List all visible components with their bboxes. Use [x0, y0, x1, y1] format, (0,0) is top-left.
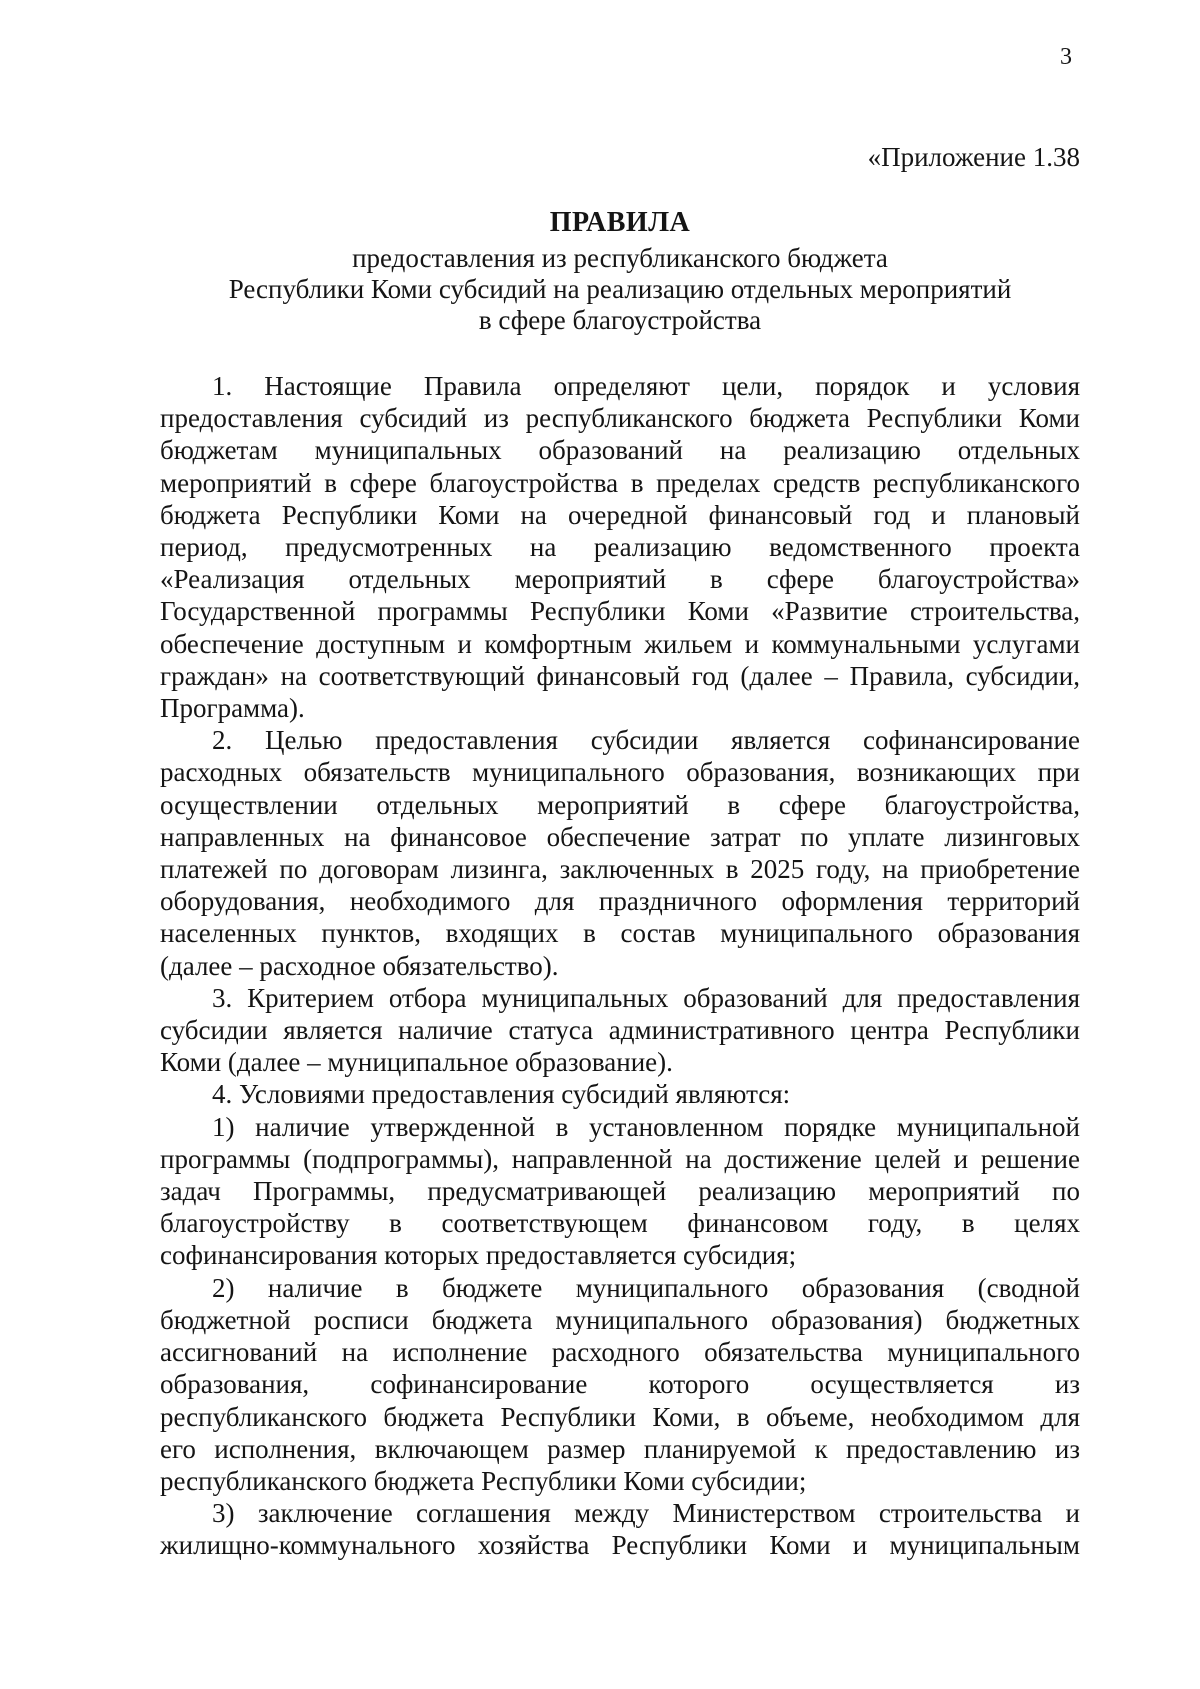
paragraph-line: бюджета Республики Коми на очередной финансовый год и плановый	[160, 499, 1080, 530]
paragraph	[160, 1272, 1080, 1497]
paragraph-line: ассигнований на исполнение расходного обязательства муниципального	[160, 1337, 1080, 1368]
paragraph-line: республиканского бюджета Республики Коми, в объеме, необходимом для	[160, 1401, 1080, 1432]
paragraph-line: оборудования, необходимого для праздничного оформления территорий	[160, 886, 1080, 917]
title-block	[160, 203, 1080, 336]
paragraph-line: граждан» на соответствующий финансовый год (далее – Правила, субсидии,	[160, 660, 1080, 691]
paragraph-line: жилищно-коммунального хозяйства Республики Коми и муниципальным	[160, 1530, 1080, 1561]
paragraph-line: бюджетной росписи бюджета муниципального образования) бюджетных	[160, 1304, 1080, 1335]
paragraph-line: задач Программы, предусматривающей реализацию мероприятий по	[160, 1176, 1080, 1207]
paragraph-line: осуществлении отдельных мероприятий в сфере благоустройства,	[160, 789, 1080, 820]
paragraph	[160, 1078, 1080, 1110]
paragraph-line: софинансирования которых предоставляется субсидия;	[160, 1240, 797, 1271]
paragraph	[160, 370, 1080, 724]
subtitle-line-3: в сфере благоустройства	[478, 305, 762, 335]
paragraph-line: программы (подпрограммы), направленной на достижение целей и решение	[160, 1143, 1080, 1174]
paragraph-line: расходных обязательств муниципального образования, возникающих при	[160, 757, 1080, 788]
paragraph-line: 1. Настоящие Правила определяют цели, порядок и условия	[212, 371, 1080, 401]
paragraph-line: Программа).	[160, 693, 305, 724]
paragraph-line: обеспечение доступным и комфортным жильем и коммунальными услугами	[160, 628, 1080, 659]
subtitle-line-1: предоставления из республиканского бюджета	[352, 243, 888, 273]
paragraph-line: образования, софинансирование которого осуществляется из	[160, 1369, 1080, 1400]
paragraph-line: мероприятий в сфере благоустройства в пределах средств республиканского	[160, 467, 1080, 498]
paragraph-line: благоустройству в соответствующем финансовом году, в целях	[160, 1208, 1080, 1239]
appendix-label: «Приложение 1.38	[867, 142, 1080, 172]
paragraph	[160, 1497, 1080, 1561]
paragraph-line: республиканского бюджета Республики Коми субсидии;	[160, 1465, 807, 1496]
subtitle-line-2: Республики Коми субсидий на реализацию отдельных мероприятий	[228, 274, 1012, 304]
paragraph	[160, 724, 1080, 982]
paragraph-line: предоставления субсидий из республиканского бюджета Республики Коми	[160, 403, 1080, 434]
paragraph-line: 1) наличие утвержденной в установленном порядке муниципальной	[212, 1111, 1080, 1142]
document-title: ПРАВИЛА	[549, 207, 691, 238]
paragraph-line: платежей по договорам лизинга, заключенных в 2025 году, на приобретение	[160, 854, 1080, 885]
paragraph-line: Государственной программы Республики Коми «Развитие строительства,	[160, 596, 1080, 627]
page-number: 3	[1060, 44, 1072, 70]
paragraph-line: 2) наличие в бюджете муниципального образования (сводной	[212, 1272, 1080, 1303]
paragraph-line: 2. Целью предоставления субсидии является софинансирование	[212, 725, 1080, 756]
paragraph-line: субсидии является наличие статуса административного центра Республики	[160, 1015, 1080, 1046]
paragraph-line: направленных на финансовое обеспечение затрат по уплате лизинговых	[160, 821, 1080, 852]
paragraph-line: его исполнения, включающем размер планируемой к предоставлению из	[160, 1433, 1080, 1464]
paragraph-line: бюджетам муниципальных образований на реализацию отдельных	[160, 435, 1080, 466]
paragraph-line: (далее – расходное обязательство).	[160, 950, 559, 981]
document-body	[160, 370, 1080, 1562]
paragraph-line: Коми (далее – муниципальное образование).	[160, 1047, 673, 1078]
paragraph-line: 3) заключение соглашения между Министерством строительства и	[212, 1498, 1080, 1529]
paragraph	[160, 982, 1080, 1079]
paragraph-line: 4. Условиями предоставления субсидий являются:	[212, 1079, 791, 1110]
paragraph-line: населенных пунктов, входящих в состав муниципального образования	[160, 918, 1080, 949]
paragraph-line: период, предусмотренных на реализацию ведомственного проекта	[160, 532, 1080, 563]
paragraph	[160, 1111, 1080, 1272]
paragraph-line: «Реализация отдельных мероприятий в сфере благоустройства»	[160, 564, 1080, 595]
paragraph-line: 3. Критерием отбора муниципальных образований для предоставления	[212, 982, 1080, 1013]
